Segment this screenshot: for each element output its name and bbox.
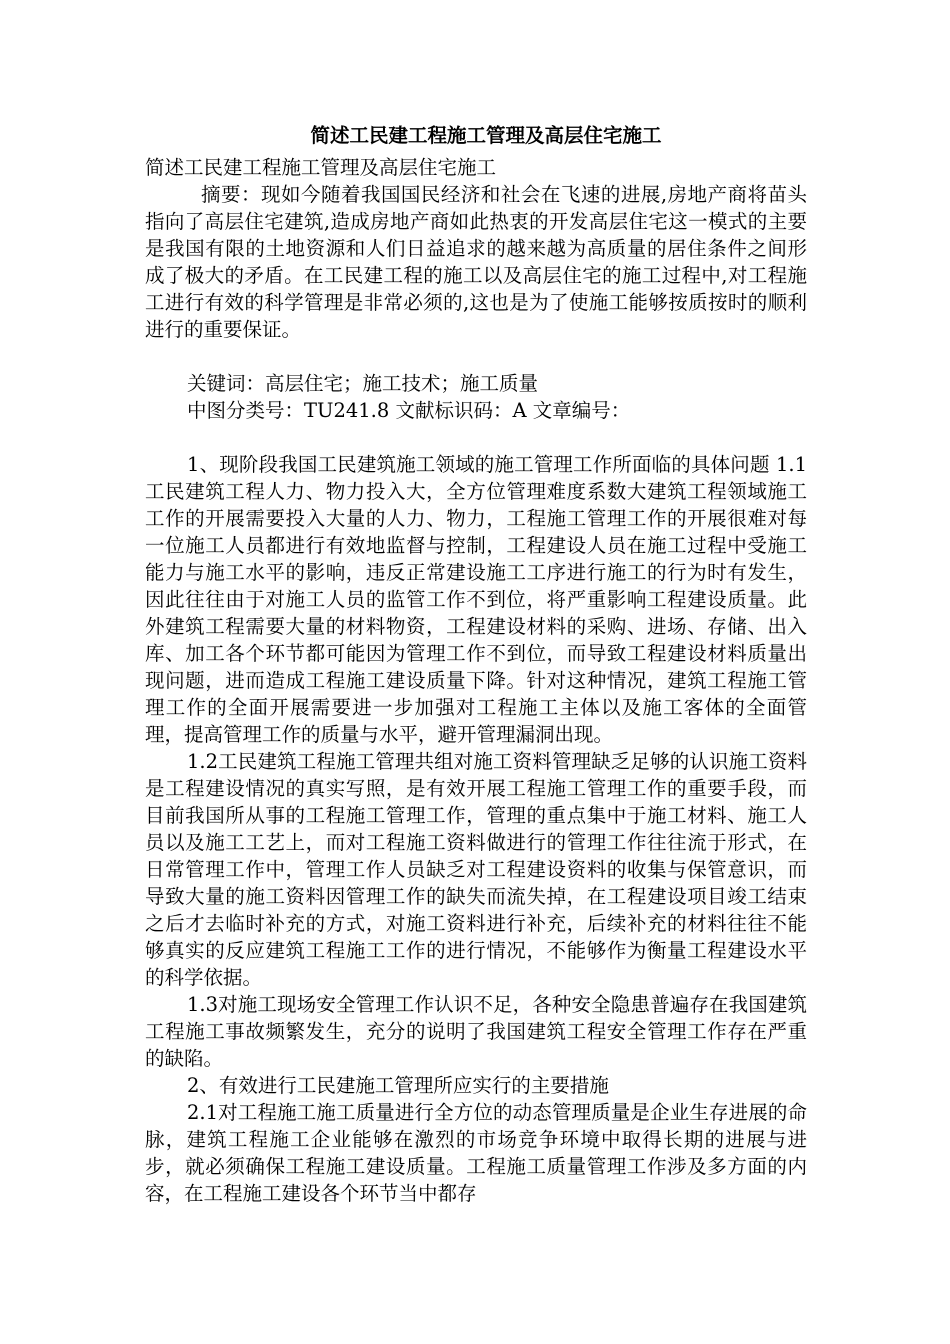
section-heading-2: 2、有效进行工民建施工管理所应实行的主要措施 — [187, 1074, 609, 1097]
document-title: 简述工民建工程施工管理及高层住宅施工 — [310, 124, 662, 147]
classification-line: 中图分类号：TU241.8 文献标识码：A 文章编号： — [187, 399, 631, 422]
keywords-line: 关键词：高层住宅；施工技术；施工质量 — [187, 372, 539, 395]
document-body — [145, 118, 807, 1207]
document-subtitle: 简述工民建工程施工管理及高层住宅施工 — [145, 156, 497, 179]
abstract-paragraph: 摘要：现如今随着我国国民经济和社会在飞速的进展,房地产商将苗头指向了高层住宅建筑,造成房地产商如此热衷的开发高层住宅这一模式的主要是我国有限的土地资源和人们日益追求的越来越为高质量的居住条件之间形成了极大的矛盾。在工民建工程的施工以及高层住宅的施工过程中,对工程施工进行有效的科学管理是非常必须的,这也是为了使施工能够按质按时的顺利进行的重要保证。 — [145, 183, 807, 341]
body-paragraph-4: 2.1对工程施工施工质量进行全方位的动态管理质量是企业生存进展的命脉，建筑工程施工企业能够在激烈的市场竞争环境中取得长期的进展与进步，就必须确保工程施工建设质量。工程施工质量管理工作涉及多方面的内容，在工程施工建设各个环节当中都存 — [145, 1101, 807, 1205]
body-paragraph-3: 1.3对施工现场安全管理工作认识不足，各种安全隐患普遍存在我国建筑工程施工事故频繁发生，充分的说明了我国建筑工程安全管理工作存在严重的缺陷。 — [145, 993, 807, 1070]
body-paragraph-2: 1.2工民建筑工程施工管理共组对施工资料管理缺乏足够的认识施工资料是工程建设情况的真实写照，是有效开展工程施工管理工作的重要手段，而目前我国所从事的工程施工管理工作，管理的重点集中于施工材料、施工人员以及施工工艺上，而对工程施工资料做进行的管理工作往往流于形式，在日常管理工作中，管理工作人员缺乏对工程建设资料的收集与保管意识，而导致大量的施工资料因管理工作的缺失而流失掉，在工程建设项目竣工结束之后才去临时补充的方式，对施工资料进行补充，后续补充的材料往往不能够真实的反应建筑工程施工工作的进行情况，不能够作为衡量工程建设水平的科学依据。 — [145, 750, 807, 989]
body-paragraph-1: 1、现阶段我国工民建筑施工领域的施工管理工作所面临的具体问题 1.1工民建筑工程人力、物力投入大，全方位管理难度系数大建筑工程领域施工工作的开展需要投入大量的人力、物力，工程施工管理工作的开展很难对每一位施工人员都进行有效地监督与控制，工程建设人员在施工过程中受施工能力与施工水平的影响，违反正常建设施工工序进行施工的行为时有发生，因此往往由于对施工人员的监管工作不到位，将严重影响工程建设质量。此外建筑工程需要大量的材料物资，工程建设材料的采购、进场、存储、出入库、加工各个环节都可能因为管理工作不到位，而导致工程建设材料质量出现问题，进而造成工程施工建设质量下降。针对这种情况，建筑工程施工管理工作的全面开展需要进一步加强对工程施工主体以及施工客体的全面管理，提高管理工作的质量与水平，避开管理漏洞出现。 — [145, 453, 807, 746]
